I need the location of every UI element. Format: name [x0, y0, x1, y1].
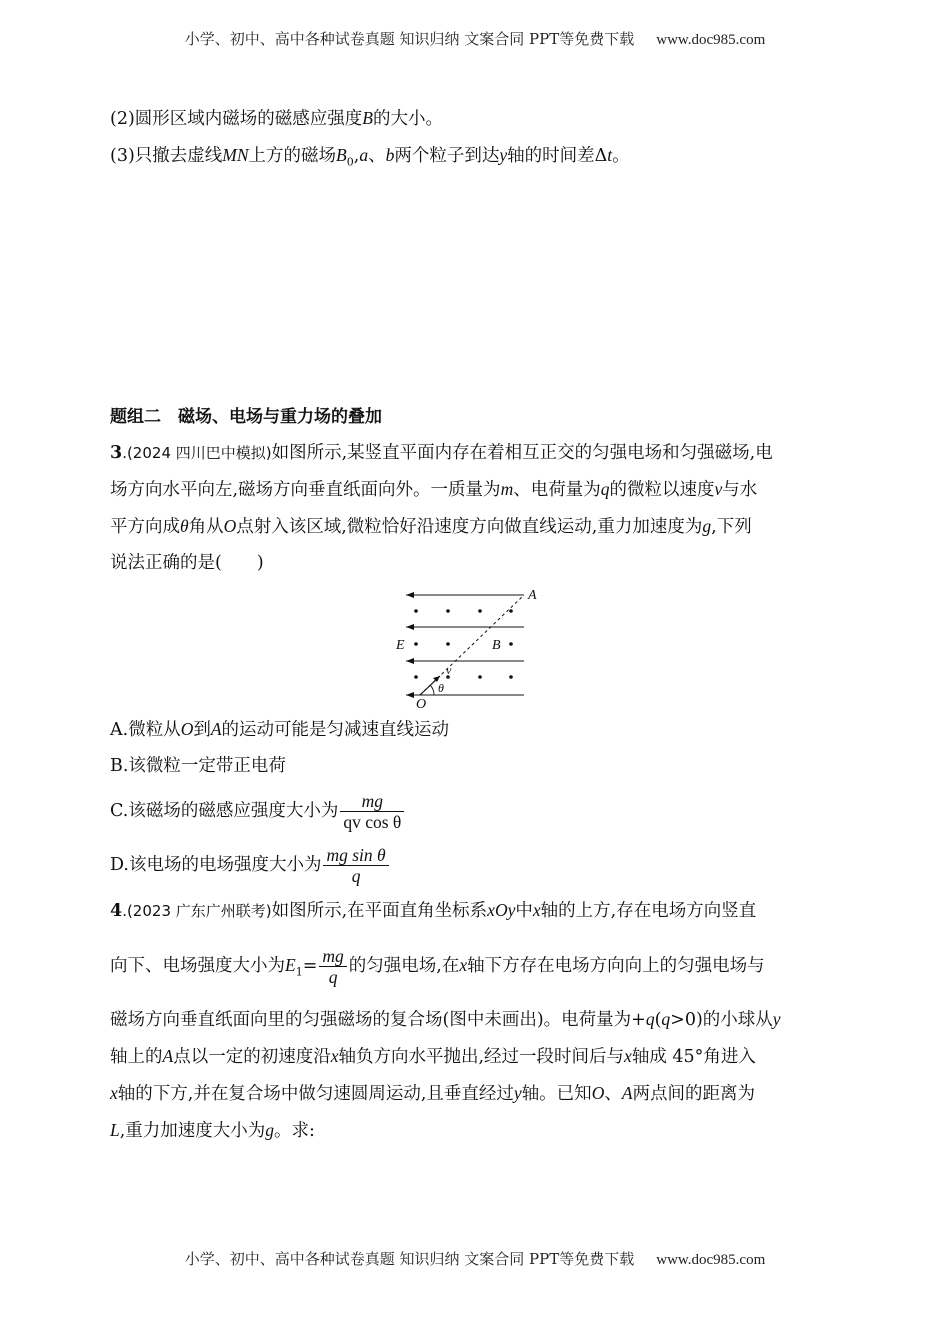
q3-line4: 说法正确的是( ) [110, 552, 264, 573]
q2-part2: (2)圆形区域内磁场的磁感应强度B的大小。 [110, 108, 443, 129]
arrowheads [406, 592, 414, 698]
option-d[interactable]: D.该电场的电场强度大小为 $\frac{\text{mg sin θ}}{q}$ [110, 838, 842, 892]
q3-line1: 3.(2024 四川巴中模拟)如图所示,某竖直平面内存在着相互正交的匀强电场和匀强磁场,电 [110, 442, 773, 463]
header-url[interactable]: www.doc985.com [656, 32, 766, 48]
label-v: v [446, 662, 452, 677]
fraction: $\frac{\text{mg sin θ}}{q}$ [323, 845, 388, 886]
angle-arc [430, 685, 434, 695]
fraction: $\frac{mg}{\text{qv cos θ}}$ [340, 791, 404, 832]
arrow-left-icon [406, 658, 414, 664]
fraction: $\frac{mg}{q}$ [319, 946, 346, 987]
page-header [0, 28, 950, 49]
page-footer [0, 1248, 950, 1269]
arrow-left-icon [406, 624, 414, 630]
arrow-left-icon [406, 592, 414, 598]
label-O: O [416, 696, 427, 709]
option-b[interactable]: B.该微粒一定带正电荷 [110, 755, 286, 776]
label-theta: θ [438, 680, 444, 695]
footer-text: 小学、初中、高中各种试卷真题 知识归纳 文案合同 PPT等免费下载 [184, 1250, 635, 1268]
option-c[interactable]: C.该磁场的磁感应强度大小为 $\frac{mg}{\text{qv cos θ}}$ [110, 784, 842, 838]
question-4 [110, 892, 842, 1149]
arrow-left-icon [406, 692, 414, 698]
q4-line5: x轴的下方,并在复合场中做匀速圆周运动,且垂直经过y轴。已知O、A两点间的距离为 [110, 1082, 756, 1104]
q4-line1: 4.(2023 广东广州联考)如图所示,在平面直角坐标系xOy中x轴的上方,存在电场方向竖直 [110, 899, 757, 921]
header-text: 小学、初中、高中各种试卷真题 知识归纳 文案合同 PPT等免费下载 [184, 30, 635, 48]
q4-line2: 向下、电场强度大小为$E_1=$ $\frac{mg}{q}$ 的匀强电场,在x轴下方存在电场方向向上的匀强电场与 [110, 945, 765, 987]
label-E: E [396, 637, 405, 653]
section-title: 题组二 磁场、电场与重力场的叠加 [110, 406, 382, 427]
field-diagram [396, 589, 556, 709]
q3-line3: 平方向成θ角从O点射入该区域,微粒恰好沿速度方向做直线运动,重力加速度为g,下列 [110, 515, 752, 537]
q3-line2: 场方向水平向左,磁场方向垂直纸面向外。一质量为m、电荷量为q的微粒以速度v与水 [110, 478, 758, 500]
option-a[interactable]: A.微粒从O到A的运动可能是匀减速直线运动 [110, 718, 450, 740]
question-3 [110, 435, 842, 892]
q2-part3: (3)只撤去虚线MN上方的磁场$B_0,a$、b两个粒子到达y轴的时间差Δt。 [110, 145, 630, 169]
q4-line3: 磁场方向垂直纸面向里的匀强磁场的复合场(图中未画出)。电荷量为+q(q>0)的小球从y [110, 1008, 781, 1030]
q3-figure [110, 589, 842, 709]
q4-line6: L,重力加速度大小为g。求: [110, 1119, 315, 1141]
label-A: A [528, 588, 537, 603]
footer-url[interactable]: www.doc985.com [656, 1252, 766, 1268]
answer-space [110, 181, 842, 399]
label-B: B [492, 637, 501, 653]
field-lines [406, 595, 524, 695]
q4-line4: 轴上的A点以一定的初速度沿x轴负方向水平抛出,经过一段时间后与x轴成 45°角进入 [110, 1045, 756, 1067]
page-content [110, 100, 842, 1149]
